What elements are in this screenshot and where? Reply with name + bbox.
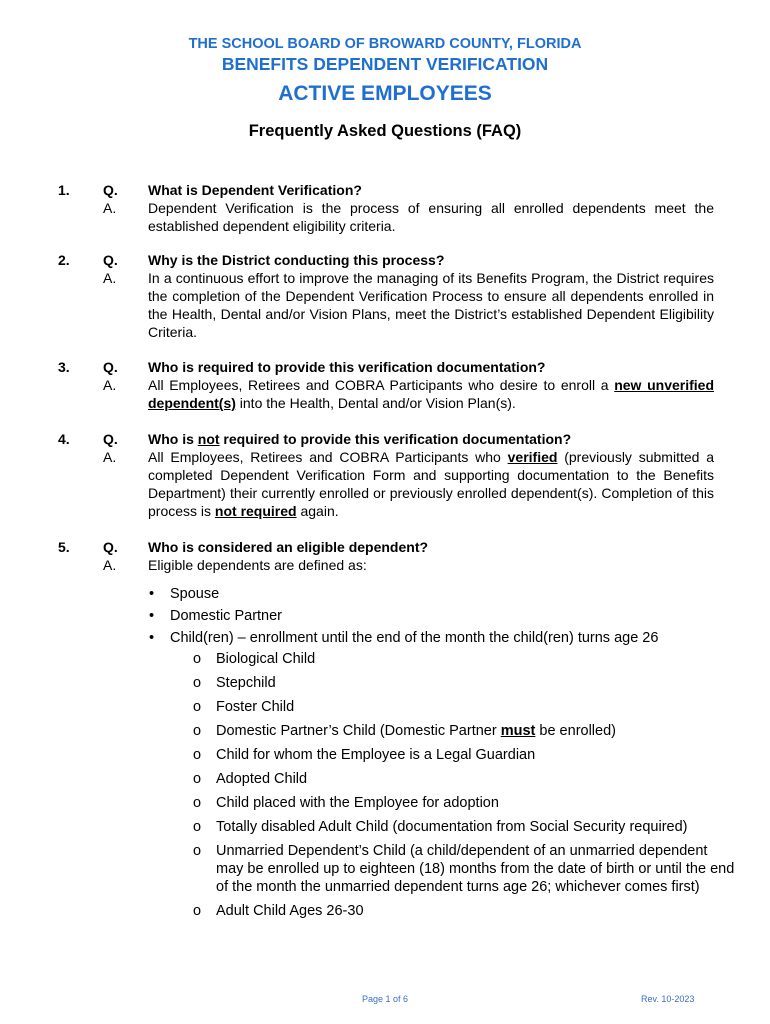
answer-label: A. <box>103 449 117 465</box>
question-text: Who is required to provide this verification documentation? <box>148 359 546 375</box>
question-label: Q. <box>103 431 118 447</box>
list-item: o Unmarried Dependent’s Child (a child/dependent of an unmarried dependent may be enrolled up to eighteen (18) months from the date of birth or until the end of the month the unmarried dependent turns age 26; whichever comes first) <box>170 842 736 896</box>
list-item: • Domestic Partner <box>148 607 728 626</box>
emphasis-verified: verified <box>507 449 558 465</box>
emphasis-must: must <box>500 723 536 739</box>
question-text: Why is the District conducting this process? <box>148 252 445 268</box>
list-item: o Adult Child Ages 26-30 <box>170 902 736 920</box>
faq-number: 5. <box>58 539 70 555</box>
emphasis-not: not <box>197 431 220 447</box>
question-label: Q. <box>103 182 118 198</box>
list-item <box>148 629 735 920</box>
page-number: Page 1 of 6 <box>361 994 409 1004</box>
answer-text: Dependent Verification is the process of ensuring all enrolled dependents meet the established dependent eligibility criteria. <box>148 200 714 234</box>
answer-text: In a continuous effort to improve the managing of its Benefits Program, the District requires the completion of the Dependent Verification Process to ensure all dependents enrolled in the Health, Dental and/or Vision Plans, meet the District’s established Dependent Eligibility Criteria. <box>148 270 714 340</box>
question-label: Q. <box>103 359 118 375</box>
faq-number: 2. <box>58 252 70 268</box>
answer-label: A. <box>103 270 117 286</box>
emphasis-not-required: not required <box>214 503 297 519</box>
list-item: o Stepchild <box>170 674 736 692</box>
document-subtitle: ACTIVE EMPLOYEES <box>278 82 492 105</box>
emphasis-new-unverified: new unverified dependent(s) <box>148 377 714 411</box>
faq-heading: Frequently Asked Questions (FAQ) <box>248 122 522 140</box>
revision-date: Rev. 10-2023 <box>641 994 695 1004</box>
list-item: o Adopted Child <box>170 770 736 788</box>
answer-text: All Employees, Retirees and COBRA Participants who verified (previously submitted a completed Dependent Verification Form and supporting documentation to the Benefits Department) their currently enrolled or previously enrolled dependent(s). Completion of this process is not required again. <box>148 449 715 519</box>
document-title: BENEFITS DEPENDENT VERIFICATION <box>221 54 549 74</box>
question-label: Q. <box>103 252 118 268</box>
list-item: o Domestic Partner’s Child (Domestic Partner must be enrolled) <box>170 722 736 740</box>
org-name: THE SCHOOL BOARD OF BROWARD COUNTY, FLORIDA <box>188 36 582 52</box>
question-text: Who is considered an eligible dependent? <box>148 539 429 555</box>
list-item: o Child for whom the Employee is a Legal Guardian <box>170 746 736 764</box>
list-item: o Child placed with the Employee for adoption <box>170 794 736 812</box>
faq-number: 1. <box>58 182 70 198</box>
faq-number: 4. <box>58 431 70 447</box>
list-item: o Biological Child <box>170 650 736 668</box>
question-text: Who is not required to provide this verification documentation? <box>148 431 572 447</box>
question-text: What is Dependent Verification? <box>148 182 362 198</box>
list-item: • Spouse <box>148 585 728 604</box>
answer-label: A. <box>103 200 117 216</box>
list-item: o Foster Child <box>170 698 736 716</box>
faq-number: 3. <box>58 359 70 375</box>
list-item: o Totally disabled Adult Child (documentation from Social Security required) <box>170 818 736 836</box>
answer-label: A. <box>103 557 117 573</box>
child-types-list <box>170 650 735 920</box>
eligible-dependents-list <box>148 585 735 926</box>
answer-text: Eligible dependents are defined as: <box>148 557 367 573</box>
answer-text: All Employees, Retirees and COBRA Participants who desire to enroll a new unverified dependent(s) into the Health, Dental and/or Vision Plan(s). <box>148 377 714 411</box>
answer-label: A. <box>103 377 117 393</box>
children-label: Child(ren) – enrollment until the end of the month the child(ren) turns age 26 <box>170 630 659 646</box>
question-label: Q. <box>103 539 118 555</box>
